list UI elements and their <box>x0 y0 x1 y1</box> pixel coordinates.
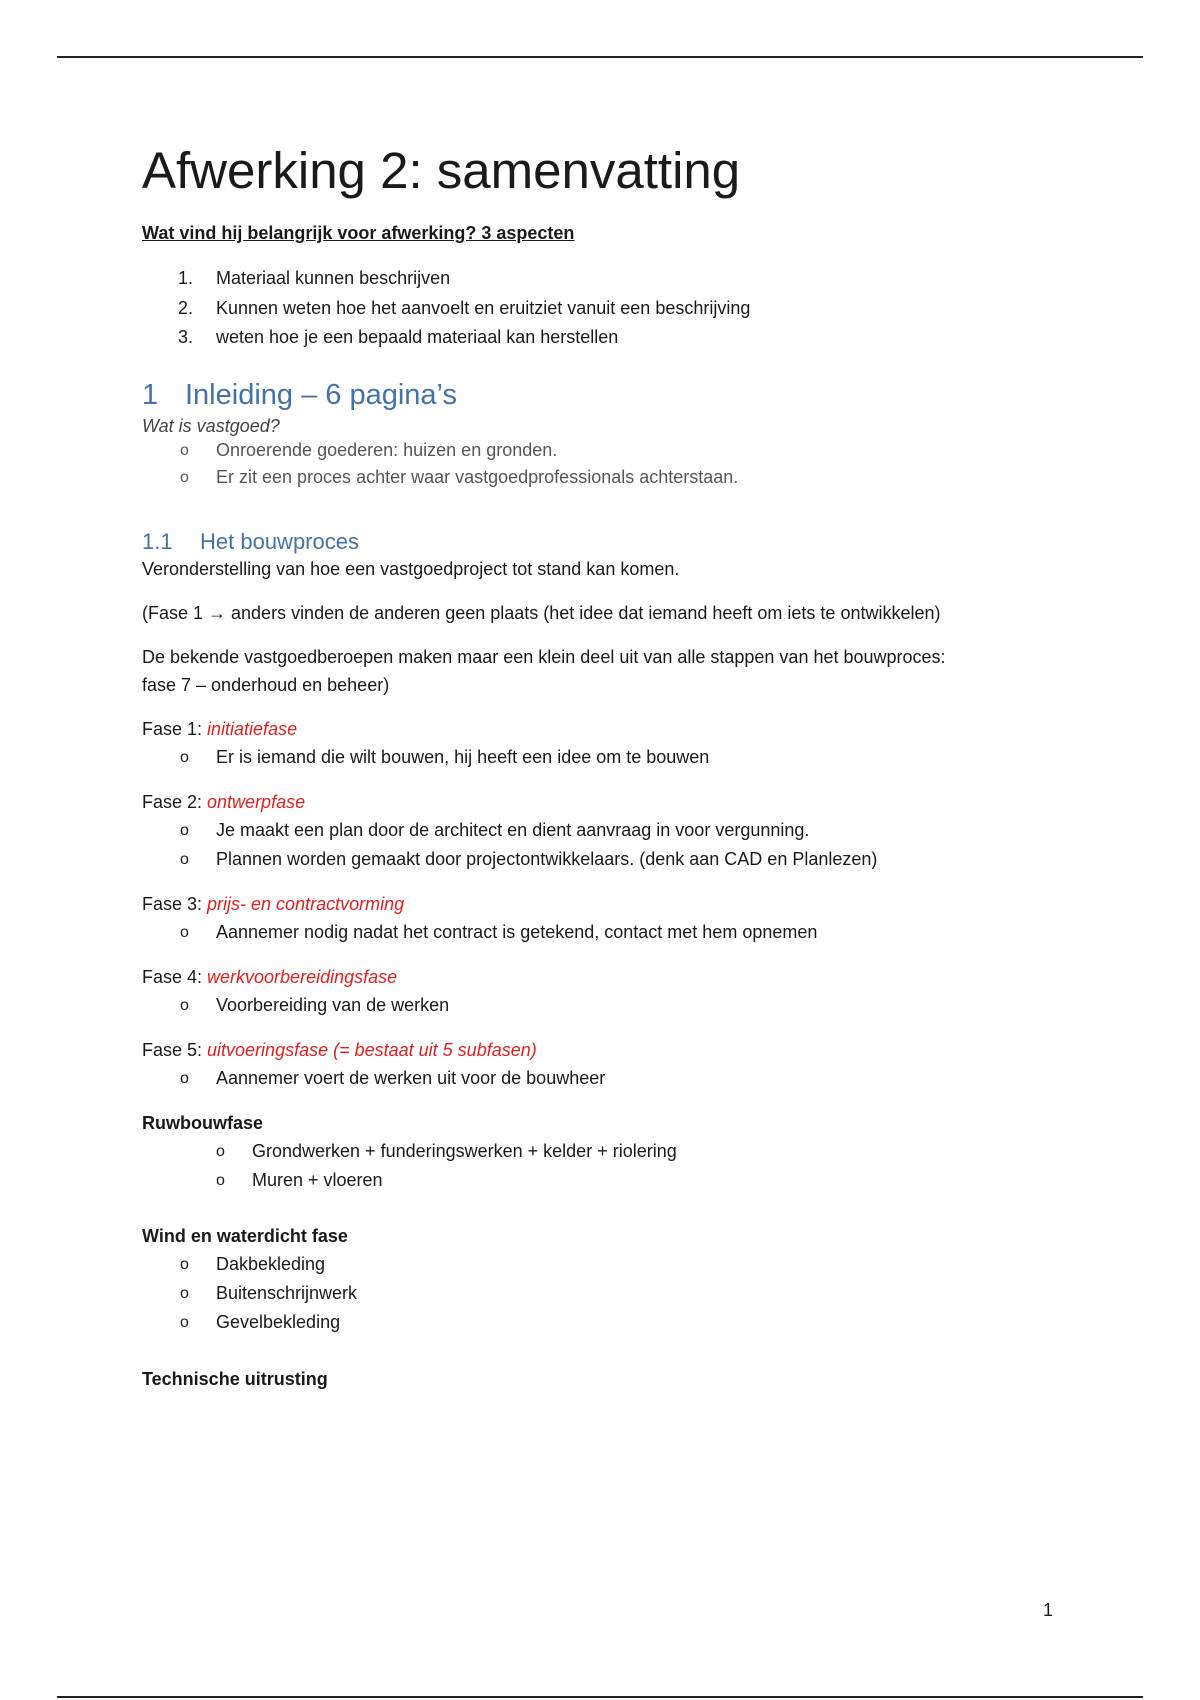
vastgoed-bullets <box>142 437 1082 491</box>
page-title: Afwerking 2: samenvatting <box>142 142 741 199</box>
paragraph: (Fase 1 → anders vinden de anderen geen plaats (het idee dat iemand heeft om iets te ontwikkelen) <box>142 602 941 623</box>
phase-5-heading: Fase 5: uitvoeringsfase (= bestaat uit 5 subfasen) <box>142 1039 537 1060</box>
list-item: o Plannen worden gemaakt door projectontwikkelaars. (denk aan CAD en Planlezen) <box>142 845 1082 874</box>
paragraph: De bekende vastgoedberoepen maken maar een klein deel uit van alle stappen van het bouwproces: fase 7 – onderhoud en beheer) <box>142 646 946 695</box>
section-heading-bouwproces: 1.1 Het bouwproces <box>142 528 359 554</box>
winddicht-bullets <box>142 1250 1082 1337</box>
document-body <box>142 140 1082 1393</box>
list-item: 3. weten hoe je een bepaald materiaal kan herstellen <box>178 327 619 348</box>
phase-3-heading: Fase 3: prijs- en contractvorming <box>142 893 405 914</box>
list-item: o Muren + vloeren <box>142 1166 1082 1195</box>
list-item: o Gevelbekleding <box>142 1308 1082 1337</box>
technische-heading: Technische uitrusting <box>142 1368 328 1389</box>
winddicht-heading: Wind en waterdicht fase <box>142 1225 348 1246</box>
section-heading-inleiding: 1 Inleiding – 6 pagina’s <box>142 378 457 411</box>
paragraph: Veronderstelling van hoe een vastgoedproject tot stand kan komen. <box>142 558 680 579</box>
ruwbouw-bullets <box>142 1137 1082 1195</box>
list-item: o Buitenschrijnwerk <box>142 1279 1082 1308</box>
aspects-list <box>142 264 1082 353</box>
footer-rule <box>57 1696 1143 1698</box>
list-item: o Voorbereiding van de werken <box>142 991 1082 1020</box>
vastgoed-question: Wat is vastgoed? <box>142 415 280 436</box>
phase-3-bullets <box>142 918 1082 947</box>
list-item: o Grondwerken + funderingswerken + kelder + riolering <box>142 1137 1082 1166</box>
list-item: o Er zit een proces achter waar vastgoedprofessionals achterstaan. <box>142 464 1082 491</box>
list-item: o Onroerende goederen: huizen en gronden. <box>142 437 1082 464</box>
ruwbouw-heading: Ruwbouwfase <box>142 1112 264 1133</box>
aspects-heading: Wat vind hij belangrijk voor afwerking? 3 aspecten <box>142 223 575 244</box>
phase-2-bullets <box>142 816 1082 874</box>
list-item: 2. Kunnen weten hoe het aanvoelt en eruitziet vanuit een beschrijving <box>178 297 751 318</box>
phase-4-heading: Fase 4: werkvoorbereidingsfase <box>142 966 398 987</box>
phase-5-bullets <box>142 1064 1082 1093</box>
list-item: o Aannemer nodig nadat het contract is getekend, contact met hem opnemen <box>142 918 1082 947</box>
list-item: o Dakbekleding <box>142 1250 1082 1279</box>
phase-4-bullets <box>142 991 1082 1020</box>
phase-2-heading: Fase 2: ontwerpfase <box>142 791 306 812</box>
phase-1-heading: Fase 1: initiatiefase <box>142 718 298 739</box>
list-item: o Aannemer voert de werken uit voor de bouwheer <box>142 1064 1082 1093</box>
list-item: o Je maakt een plan door de architect en dient aanvraag in voor vergunning. <box>142 816 1082 845</box>
header-rule <box>57 56 1143 58</box>
list-item: o Er is iemand die wilt bouwen, hij heeft een idee om te bouwen <box>142 743 1082 772</box>
phase-1-bullets <box>142 743 1082 772</box>
list-item: 1. Materiaal kunnen beschrijven <box>178 268 451 289</box>
page-number: 1 <box>1043 1600 1054 1620</box>
